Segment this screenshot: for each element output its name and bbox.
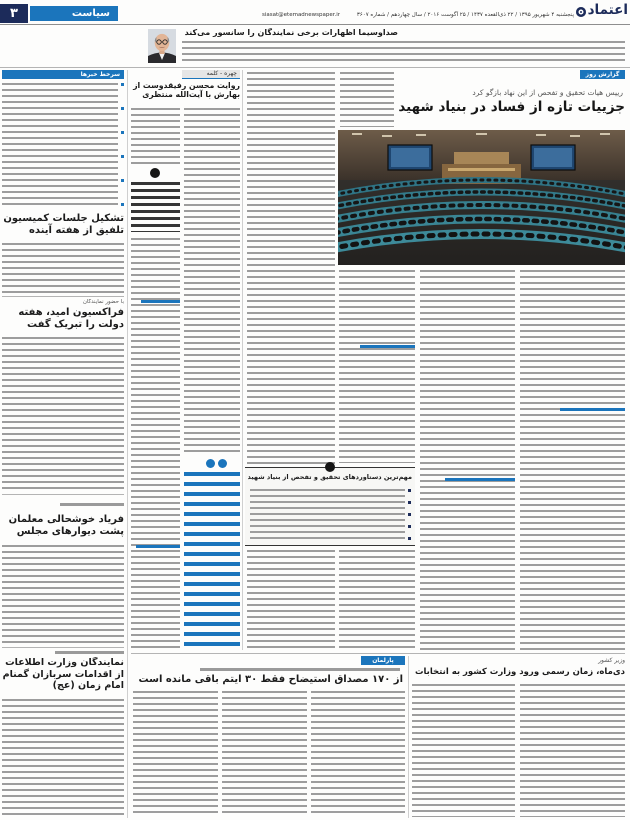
middle-column-label-box — [182, 70, 240, 79]
achievements-list-text — [250, 489, 405, 543]
top-strip-rule — [0, 67, 630, 68]
top-story-body-text — [182, 41, 625, 64]
achievements-bullet-1 — [408, 489, 411, 492]
story-body-omid-faction — [2, 337, 124, 491]
portrait-photo — [148, 29, 176, 63]
main-story-label: گزارش روز — [580, 70, 625, 79]
left-rule-3 — [2, 647, 124, 648]
impeachment-body-col-2 — [222, 691, 307, 817]
sidebar-bold-quote — [131, 182, 180, 232]
middle-column-label: چهره - کلمه — [206, 70, 237, 77]
pull-quote-text — [184, 472, 240, 648]
logo-text: اعتماد — [588, 2, 628, 18]
main-story-kicker: رییس هیات تحقیق و تفحص از این نهاد بازگو کرد — [472, 88, 623, 97]
column-divider-middle — [242, 70, 243, 650]
story-body-intelligence — [2, 699, 124, 817]
achievements-bullet-5 — [408, 537, 411, 540]
quote-icon — [206, 459, 228, 468]
section-title: سیاست — [71, 8, 110, 19]
left-rule-2 — [2, 494, 124, 495]
elections-headline: دی‌ماه، زمان رسمی ورود وزارت کشور به انتخابات — [414, 667, 625, 677]
quote-icon-dot-1 — [206, 459, 215, 468]
impeachment-body-col-3 — [133, 691, 218, 817]
email-address: siasat@etemadnewspaper.ir — [262, 12, 341, 18]
news-briefs-text — [2, 83, 118, 209]
bottom-section-rule — [131, 653, 625, 654]
impeachment-body-col-1 — [311, 691, 405, 817]
column-divider-left — [127, 70, 128, 818]
story-kicker-intelligence — [55, 651, 124, 654]
story-headline-omid-faction: فراکسیون امید، هفته دولت را تبریک گفت — [18, 307, 124, 331]
elections-body-col-2 — [412, 684, 515, 817]
sidebar-body-text-top — [131, 108, 180, 164]
quote-icon-dot-2 — [218, 459, 227, 468]
story-headline-intelligence: نمایندگان وزارت اطلاعات از اقدامات سربازان گمنام امام زمان (عج) — [2, 657, 124, 692]
date-line: پنجشنبه ۴ شهریور ۱۳۹۵ / ۲۲ ذی‌القعده ۱۴۳۷ / ۲۵ آگوست ۲۰۱۶ / سال چهاردهم / شماره ۳۶۰۷ — [356, 12, 574, 18]
story-headline-budget-commission: تشکیل جلسات کمیسیون تلفیق از هفته آینده — [3, 213, 124, 237]
masthead-logo — [576, 1, 628, 23]
parliament-label: پارلمان — [361, 656, 405, 665]
main-story-column-3 — [420, 270, 515, 650]
top-story-headline: صداوسیما اظهارات برخی نمایندگان را سانسور می‌کند — [184, 28, 398, 37]
achievements-bullet-2 — [408, 501, 411, 504]
parliament-photo — [338, 130, 625, 265]
left-rule-1 — [2, 296, 124, 297]
page-number-box — [0, 4, 28, 23]
main-story-column-b-bottom — [339, 550, 415, 650]
impeachment-headline: از ۱۷۰ مصداق استیضاح فقط ۳۰ آیتم باقی مانده است — [138, 674, 403, 685]
interior-minister-label: وزیر کشور — [598, 657, 625, 664]
main-story-column-b-top — [340, 72, 394, 127]
elections-body-col-1 — [520, 684, 625, 817]
story-kicker-omid: با حضور نمایندگان — [82, 299, 124, 305]
rafiqdoust-body-text — [184, 108, 240, 456]
news-briefs-bullets — [121, 83, 124, 209]
achievements-box-title: مهم‌ترین دستاوردهای تحقیق و تفحص از بنیاد شهید — [248, 474, 412, 481]
sidebar-subhead-1 — [141, 300, 180, 303]
main-story-column-4 — [520, 270, 625, 650]
impeachment-kicker — [200, 668, 400, 671]
main-story-column-a — [247, 72, 335, 464]
column-divider-bottom — [408, 656, 409, 818]
main-story-column-2 — [339, 270, 415, 463]
news-briefs-label: سرخط خبرها — [80, 71, 120, 78]
story-body-teachers — [2, 545, 124, 643]
section-band — [30, 6, 118, 21]
achievements-badge-icon — [325, 462, 335, 472]
main-story-subhead-1 — [360, 345, 415, 348]
story-body-budget-commission — [2, 243, 124, 293]
rafiqdoust-headline: روایت محسن رفیقدوست از بهارش با آیت‌الله منتظری — [133, 81, 240, 100]
main-story-subhead-3 — [445, 478, 515, 481]
main-story-subhead-2 — [560, 408, 625, 411]
sidebar-subhead-2 — [136, 545, 180, 548]
page-number: ۳ — [10, 6, 18, 21]
main-story-headline: جزییات تازه از فساد در بنیاد شهید — [398, 99, 625, 115]
achievements-bullet-4 — [408, 525, 411, 528]
logo-emblem-icon — [576, 7, 586, 17]
news-briefs-header — [2, 70, 124, 79]
header-rule — [0, 24, 630, 25]
achievements-bullet-3 — [408, 513, 411, 516]
main-story-column-a-bottom — [247, 550, 335, 650]
sidebar-badge-icon — [150, 168, 160, 178]
story-kicker-teachers — [60, 503, 124, 506]
story-headline-teachers: فریاد خوشحالی معلمان پشت دیوارهای مجلس — [8, 514, 124, 538]
